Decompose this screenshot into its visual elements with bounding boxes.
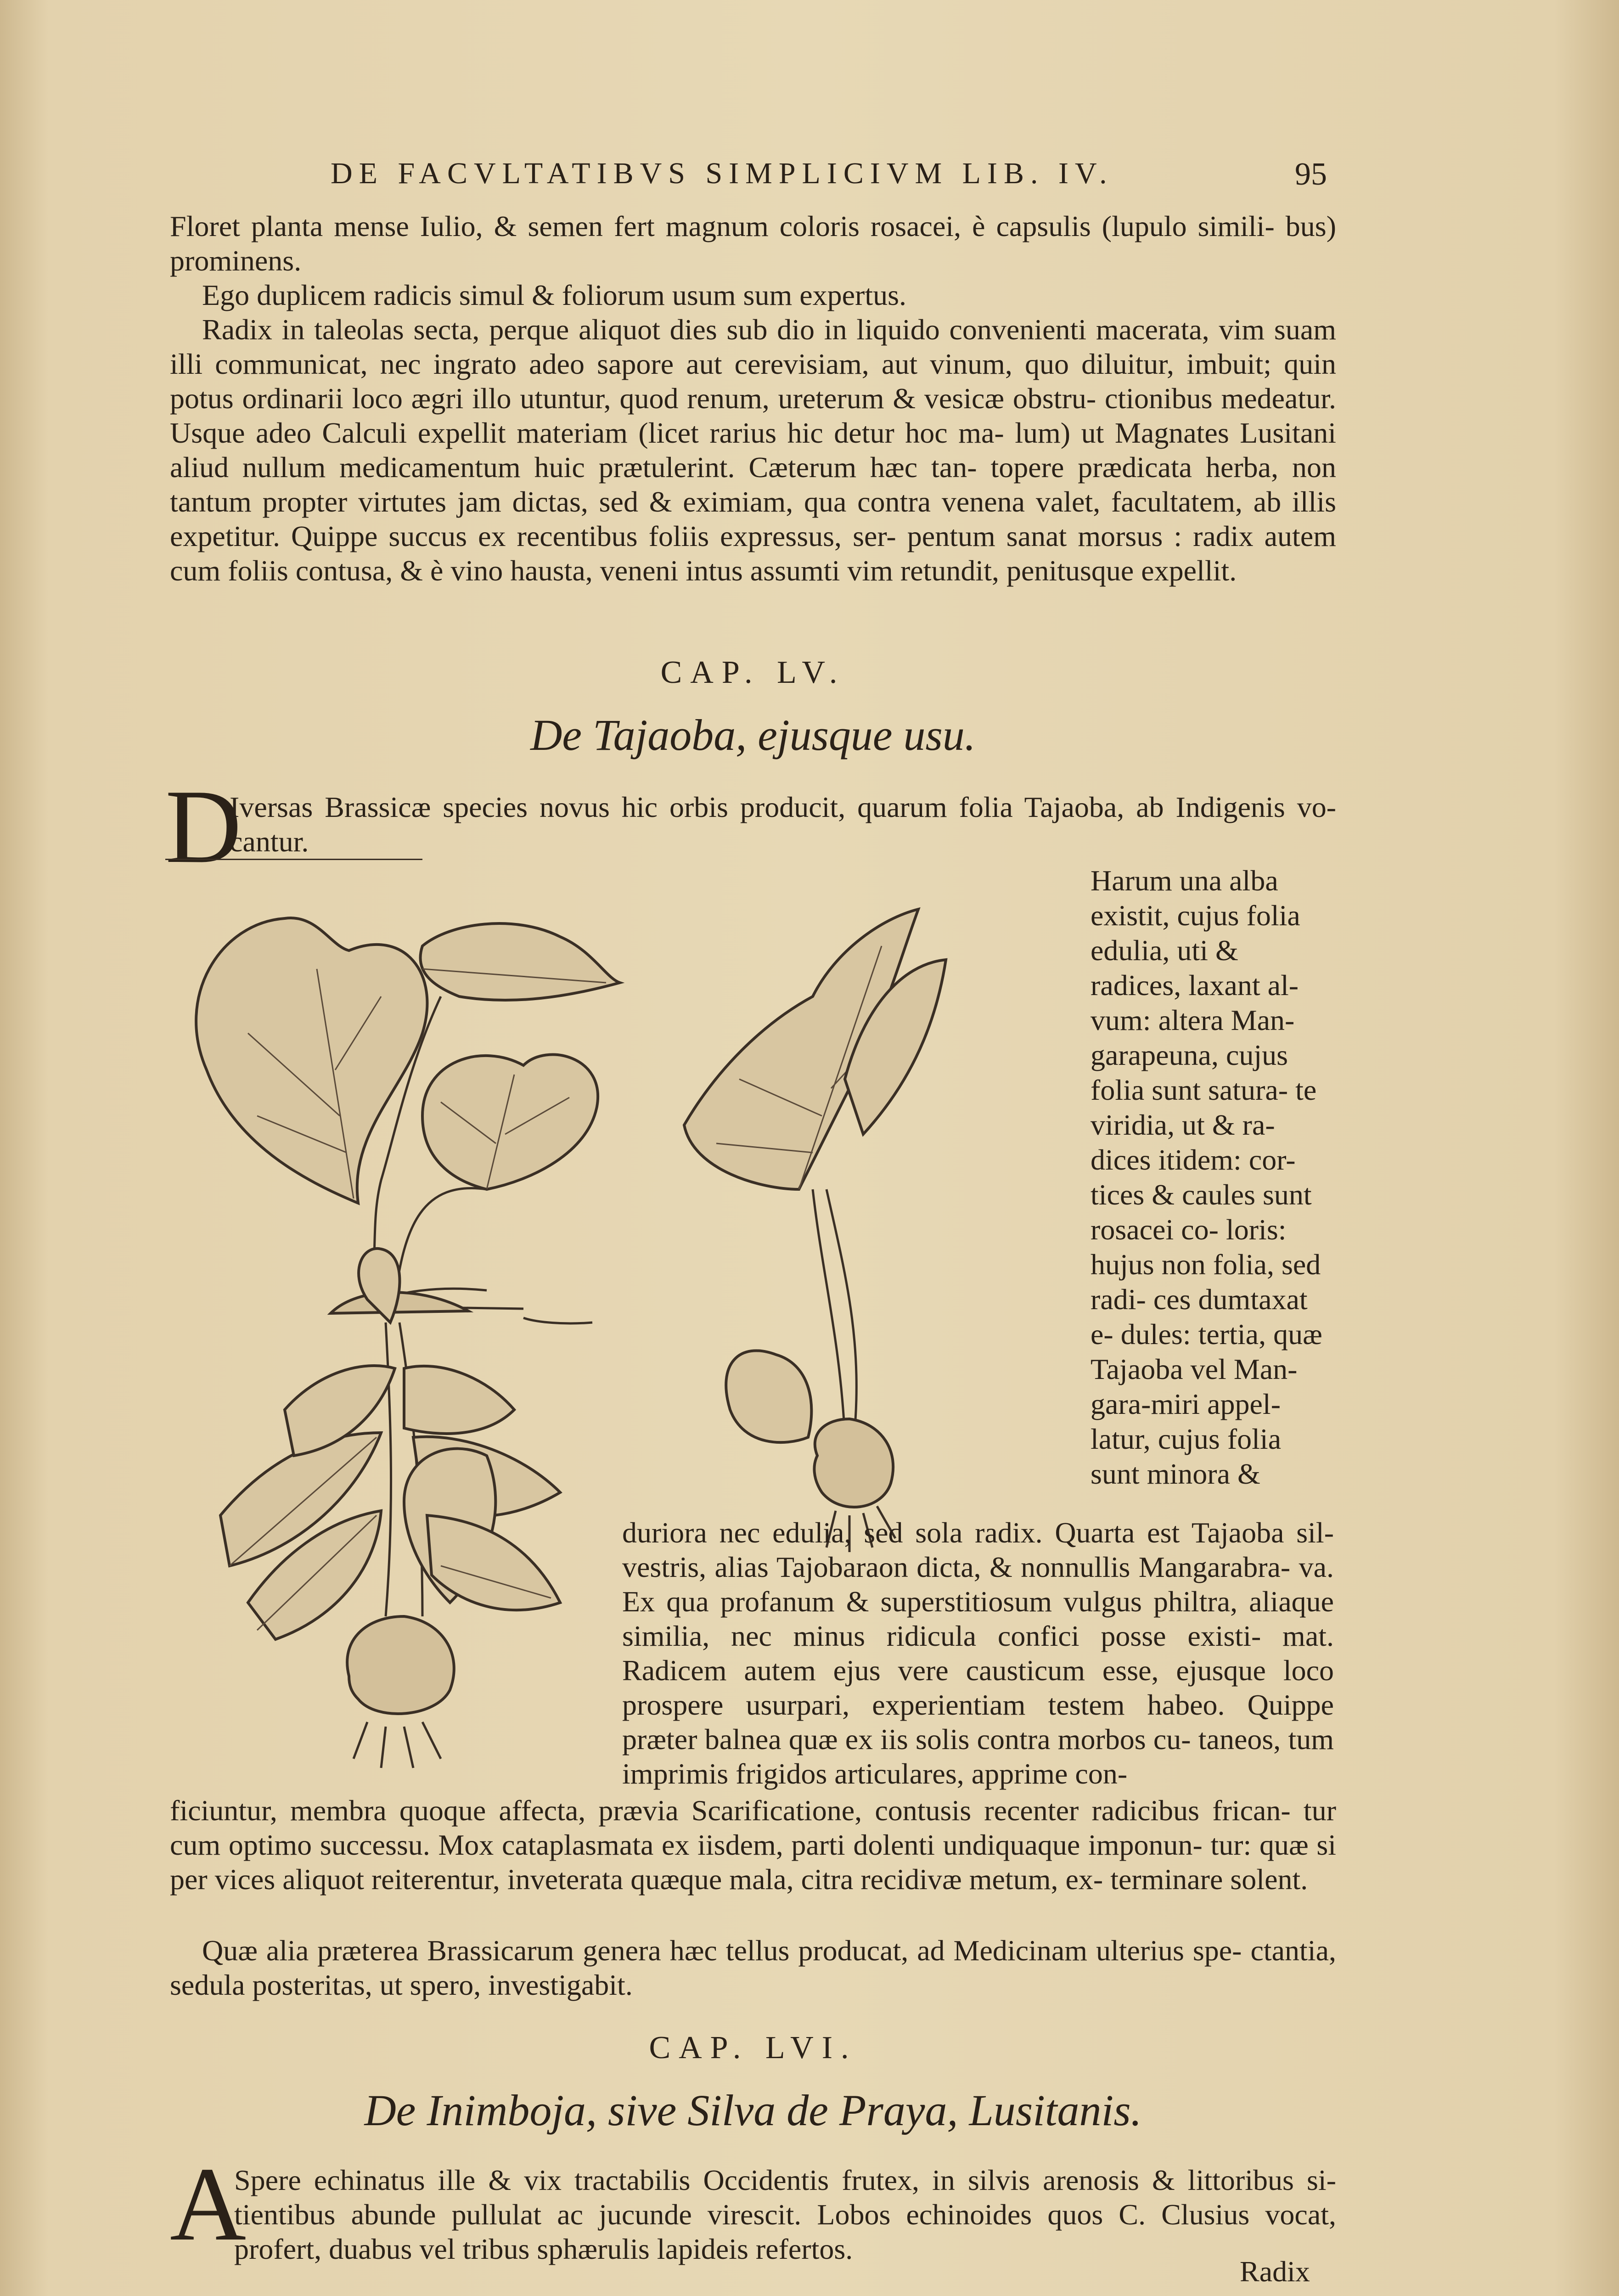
section-title: De Tajaoba, ejusque usu. — [530, 710, 976, 760]
section-title: De Inimboja, sive Silva de Praya, Lusitanis. — [364, 2086, 1142, 2135]
chapter-label: CAP. LVI. — [649, 2030, 857, 2065]
drop-cap: A — [170, 2145, 247, 2262]
page-number: 95 — [1295, 157, 1327, 192]
catchword: Radix — [1240, 2255, 1310, 2288]
chapter-label: CAP. LV. — [660, 655, 846, 690]
running-title: DE FACVLTATIBVS SIMPLICIVM LIB. IV. — [331, 157, 1113, 190]
closing-paragraph: Quæ alia præterea Brassicarum genera hæc tellus producat, ad Medicinam ulterius spe- ctantia, sedula posteritas, ut spero, investigabit. — [170, 1934, 1336, 2001]
side-column-text: Harum una alba existit, cujus folia edulia, uti & radices, laxant al- vum: altera Man- garapeuna, cujus folia sunt satura- te viridia, ut & ra- dices itidem: cor- tices & caules sunt rosacei co- loris: hujus non folia, sed radi- ces dumtaxat e- dules: tertia, quæ Tajaoba vel Man- gara-miri appel- latur, cujus folia sunt minora & — [1091, 864, 1322, 1490]
paragraph: Radix in taleolas secta, perque aliquot dies sub dio in liquido convenienti macerata, vim suam illi communicat, nec ingrato adeo sapore aut cerevisiam, aut vinum, quo diluitur, imbuit; quin potus ordinarii loco ægri illo utuntur, quod renum, ureterum & vesicæ obstru- ctionibus medeatur. Usque adeo Calculi expellit materiam (licet rarius hic detur hoc ma- lum) ut Magnates Lusitani aliud nullum medicamentum huic prætulerint. Cæterum hæc tan- topere prædicata herba, non tantum propter virtutes jam dictas, sed & eximiam, qua contra venena valet, facultatem, ab illis expetitur. Quippe succus ex recentibus foliis expressus, ser- pentum sanat morsus : radix autem cum foliis contusa, & è vino hausta, veneni intus assumti vim retundit, penitusque expellit. — [170, 313, 1336, 587]
paragraph: Floret planta mense Iulio, & semen fert magnum coloris rosacei, è capsulis (lupulo simili- bus) prominens. — [170, 210, 1336, 277]
chapter-intro: Iversas Brassicæ species novus hic orbis producit, quarum folia Tajaoba, ab Indigenis vo- cantur. — [230, 791, 1336, 858]
top-text — [170, 209, 1336, 588]
plant-illustration-1 — [196, 918, 620, 1323]
paragraph: Ego duplicem radicis simul & foliorum usum sum expertus. — [202, 279, 907, 311]
chapter-text: Spere echinatus ille & vix tractabilis Occidentis frutex, in silvis arenosis & littoribus si- tientibus abunde pullulat ac jucunde virescit. Lobos echinoides quos C. Clusius vocat, profert, duabus vel tribus sphærulis lapideis refertos. — [234, 2164, 1336, 2265]
plant-illustration-3 — [220, 1249, 560, 1768]
drop-cap: D — [165, 768, 242, 885]
continuation-text: ficiuntur, membra quoque affecta, prævia Scarificatione, contusis recenter radicibus frican- tur cum optimo successu. Mox cataplasmata ex iisdem, parti dolenti undiquaque imponun- tur: quæ si per vices aliquot reiterentur, inveterata quæque mala, citra recidivæ metum, ex- terminare solent. — [170, 1794, 1336, 1896]
right-block-text: duriora nec edulia, sed sola radix. Quarta est Tajaoba sil- vestris, alias Tajobaraon dicta, & nonnullis Mangarabra- va. Ex qua profanum & superstitiosum vulgus philtra, aliaque similia, nec minus ridicula confici posse existi- mat. Radicem autem ejus vere causticum esse, ejusque loco prospere usurpari, experientiam testem habeo. Quippe præter balnea quæ ex iis solis contra morbos cu- taneos, tum imprimis frigidos articulares, apprime con- — [622, 1516, 1334, 1790]
